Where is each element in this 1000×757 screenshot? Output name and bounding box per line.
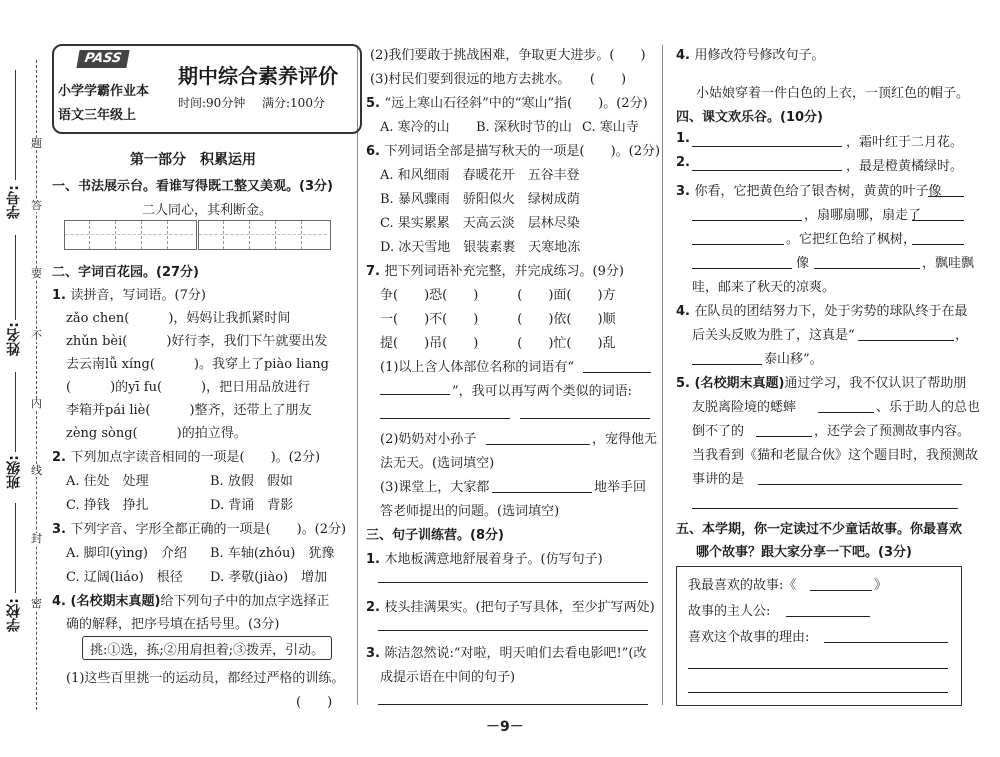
seal-char: 内 (31, 397, 42, 410)
answer-paren[interactable]: ( ) (296, 695, 333, 710)
definition-text: 挑:①选，拣;②用肩担着;③拨弄，引动。 (90, 643, 325, 658)
answer-blank[interactable] (380, 418, 510, 419)
page-number: －9－ (486, 719, 524, 735)
s4-q4: 在队员的团结努力下，处于劣势的球队终于在最 (694, 304, 968, 319)
s4-q5-cont: 友脱离险境的蟋蟀 (692, 400, 797, 415)
answer-blank[interactable] (486, 444, 590, 445)
answer-blank[interactable] (912, 220, 964, 221)
q7-row: 提( )吊( ) ( )忙( )乱 (380, 336, 616, 351)
seal-char: 密 (31, 597, 42, 610)
q6-option: D. 冰天雪地 银装素裹 天寒地冻 (380, 240, 581, 255)
answer-blank[interactable] (583, 372, 651, 373)
q7-title: 把下列词语补充完整，并完成练习。(9分) (384, 264, 624, 279)
s4-q3-cont: ，飘哇飘 (922, 256, 975, 271)
writing-grid-1[interactable] (64, 220, 197, 250)
s3-q3: 陈洁忽然说:“对啦，明天咱们去看电影吧!”(改 (384, 646, 647, 661)
answer-blank[interactable] (928, 196, 964, 197)
q6-option: C. 果实累累 天高云淡 层林尽染 (380, 216, 580, 231)
s3-q2: 枝头挂满果实。(把句子写具体，至少扩写两处) (384, 600, 655, 615)
name-label: 姓名: (6, 322, 22, 356)
q4-tag: (名校期末真题) (70, 594, 161, 609)
answer-blank[interactable] (756, 436, 812, 437)
answer-line[interactable] (378, 630, 648, 631)
s4-q5-tag: (名校期末真题) (694, 376, 785, 391)
s4-q1: ，霜叶红于二月花。 (846, 135, 964, 150)
q3-option: B. 车轴(zhóu) 犹豫 (210, 546, 335, 561)
s4-q5-cont: 倒不了的 (692, 424, 745, 439)
answer-blank[interactable] (492, 492, 592, 493)
s3-q4-sentence: 小姑娘穿着一件白色的上衣，一顶红色的帽子。 (696, 86, 970, 101)
school-label: 学校: (6, 598, 22, 632)
answer-blank[interactable] (520, 418, 650, 419)
section-2-title: 二、字词百花园。(27分) (52, 265, 199, 280)
q2-option: B. 放假 假如 (210, 474, 293, 489)
reason-blank[interactable] (688, 668, 948, 669)
time-label: 时间:90分钟 (178, 96, 246, 110)
q1-line: 李箱并pái liè( )整齐，还带上了朋友 (66, 403, 312, 418)
q2-option: A. 住处 处理 (66, 474, 149, 489)
q5-option: B. 深秋时节的山 (476, 120, 572, 135)
q1-line: zèng sòng( )的拍立得。 (66, 426, 247, 441)
section-1-title: 一、书法展示台。看谁写得既工整又美观。(3分) (52, 179, 333, 194)
s3-q3-cont: 成提示语在中间的句子) (380, 670, 516, 685)
answer-blank[interactable] (818, 412, 874, 413)
section-5-title: 五、本学期，你一定读过不少童话故事。你最喜欢 (676, 522, 963, 537)
answer-line[interactable] (378, 582, 648, 583)
q1-title: 读拼音，写词语。(7分) (70, 288, 206, 303)
answer-line[interactable] (378, 704, 648, 705)
favorite-story-label: 我最喜欢的故事:《 (688, 578, 797, 593)
answer-blank[interactable] (692, 244, 784, 245)
q4-sentence: (3)村民们要到很远的地方去挑水。 ( ) (370, 72, 627, 87)
s4-q5: 通过学习，我不仅认识了帮助朋 (784, 376, 967, 391)
q3-option: D. 孝敬(jiào) 增加 (210, 570, 328, 585)
q2-title: 下列加点字读音相同的一项是( )。(2分) (70, 450, 321, 465)
q4-title: 给下列句子中的加点字选择正 (160, 594, 330, 609)
protagonist-label: 故事的主人公: (688, 604, 771, 619)
reason-blank[interactable] (824, 642, 948, 643)
seal-char: 要 (31, 267, 42, 280)
seal-char: 不 (31, 329, 42, 342)
gutter-line (15, 372, 16, 452)
column-divider (357, 45, 358, 705)
section-4-title: 四、课文欢乐谷。(10分) (676, 110, 823, 125)
q6-option: A. 和风细雨 春暖花开 五谷丰登 (380, 168, 580, 183)
seal-char: 线 (31, 464, 42, 477)
exam-title: 期中综合素养评价 (178, 64, 338, 88)
answer-blank[interactable] (912, 244, 964, 245)
q7-part2: (2)奶奶对小孙子 (380, 432, 477, 447)
q1-line: 去云南lǚ xíng( )。我穿上了piào liang (66, 357, 329, 372)
column-divider (662, 45, 663, 705)
answer-blank[interactable] (692, 170, 842, 171)
seal-char: 答 (31, 199, 42, 212)
student-number-label: 学号: (6, 185, 22, 219)
series-name: 小学学霸作业本 (58, 84, 150, 99)
answer-blank[interactable] (380, 394, 450, 395)
q7-row: 一( )不( ) ( )依( )顺 (380, 312, 616, 327)
q1-line: zhǔn bèi( )好行李，我们下午就要出发 (66, 334, 328, 349)
q6-option: B. 暴风骤雨 骄阳似火 绿树成荫 (380, 192, 580, 207)
q1-line: ( )的yī fu( )，把日用品放进行 (66, 380, 311, 395)
s4-q4-end: 泰山移”。 (764, 352, 823, 367)
q7-part2-cont: ，宠得他无 (592, 432, 658, 447)
s4-q3-cont: 。它把红色给了枫树， (786, 232, 917, 247)
answer-blank[interactable] (814, 268, 920, 269)
s4-q3-end: 哇，邮来了秋天的凉爽。 (692, 280, 836, 295)
class-label: 班级: (6, 455, 22, 489)
q7-part2-end: 法无天。(选词填空) (380, 456, 495, 471)
s4-q3: 你看，它把黄色给了银杏树，黄黄的叶子像 (694, 184, 942, 199)
q4-sentence: (1)这些百里挑一的运动员，都经过严格的训练。 (66, 671, 345, 686)
s4-q3-cont: ，扇哪扇哪，扇走了 (804, 208, 922, 223)
q4-title-cont: 确的解释，把序号填在括号里。(3分) (66, 617, 280, 632)
reason-label: 喜欢这个故事的理由: (688, 630, 810, 645)
section-3-title: 三、句子训练营。(8分) (366, 528, 504, 543)
q7-part3: (3)课堂上，大家都 (380, 480, 490, 495)
s4-q5-cont: ，还学会了预测故事内容。 (814, 424, 971, 439)
q5-option: C. 寒山寺 (582, 120, 639, 135)
q4-sentence: (2)我们要敢于挑战困难，争取更大进步。( ) (370, 48, 646, 63)
q2-option: C. 挣钱 挣扎 (66, 498, 149, 513)
q6-title: 下列词语全部是描写秋天的一项是( )。(2分) (384, 144, 661, 159)
q7-part3-end: 答老师提出的问题。(选词填空) (380, 504, 560, 519)
series-grade: 语文三年级上 (58, 108, 137, 123)
seal-dashed-line (36, 60, 37, 710)
answer-blank[interactable] (758, 484, 962, 485)
q7-part1: (1)以上含人体部位名称的词语有“ (380, 360, 575, 375)
answer-blank[interactable] (692, 220, 802, 221)
q2-option: D. 背诵 背影 (210, 498, 294, 513)
part-title: 第一部分 积累运用 (130, 152, 256, 168)
q3-option: A. 脚印(yìng) 介绍 (66, 546, 187, 561)
s4-q5-cont: 事讲的是 (692, 472, 745, 487)
binding-gutter (0, 0, 50, 757)
answer-blank[interactable] (692, 364, 762, 365)
q7-part1-cont: ”，我可以再写两个类似的词语: (452, 384, 633, 399)
pass-logo: PASS (76, 50, 129, 68)
s4-q4-comma: ， (955, 328, 969, 343)
answer-blank[interactable] (858, 340, 954, 341)
s4-q3-cont: 像 (796, 256, 810, 271)
protagonist-blank[interactable] (786, 616, 870, 617)
q5-title: “远上寒山石径斜”中的“寒山”指( )。(2分) (384, 96, 648, 111)
calligraphy-text: 二人同心，其利断金。 (142, 203, 273, 218)
q7-row: 争( )恐( ) ( )面( )方 (380, 288, 616, 303)
answer-blank[interactable] (692, 268, 792, 269)
writing-grid-2[interactable] (198, 220, 331, 250)
seal-char: 封 (31, 532, 42, 545)
q7-part3-cont: 地举手回 (594, 480, 647, 495)
s4-q4-cont: 后关头反败为胜了，这真是“ (692, 328, 855, 343)
answer-blank[interactable] (692, 508, 958, 509)
score-label: 满分:100分 (262, 96, 325, 110)
story-title-blank[interactable] (810, 590, 872, 591)
s4-q2: ，最是橙黄橘绿时。 (846, 159, 964, 174)
q5-option: A. 寒冷的山 (380, 120, 450, 135)
q3-title: 下列字音、字形全都正确的一项是( )。(2分) (70, 522, 347, 537)
q1-line: zǎo chen( )，妈妈让我抓紧时间 (66, 311, 291, 326)
s3-q1: 木地板满意地舒展着身子。(仿写句子) (384, 552, 603, 567)
gutter-line (15, 70, 16, 180)
gutter-line (15, 503, 16, 593)
reason-blank[interactable] (688, 692, 948, 693)
section-5-title-cont: 哪个故事？跟大家分享一下吧。(3分) (696, 545, 912, 560)
s3-q4: 用修改符号修改句子。 (694, 48, 825, 63)
seal-char: 题 (31, 137, 42, 150)
favorite-story-close: 》 (874, 578, 888, 593)
q3-option: C. 辽阔(liáo) 根径 (66, 570, 183, 585)
answer-blank[interactable] (692, 146, 842, 147)
s4-q5-cont: 、乐于助人的总也 (876, 400, 981, 415)
s4-q5-cont: 当我看到《猫和老鼠合伙》这个题目时，我预测故 (692, 448, 979, 463)
gutter-line (15, 235, 16, 320)
